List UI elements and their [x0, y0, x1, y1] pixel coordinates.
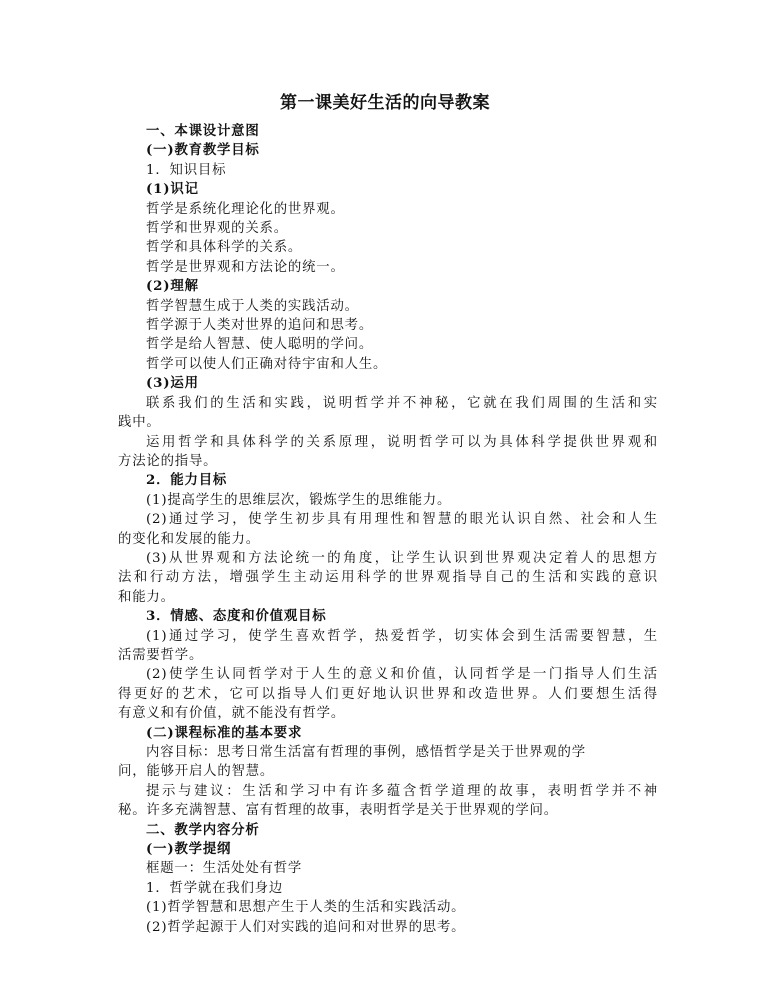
text-line: 1．哲学就在我们身边	[146, 880, 284, 896]
paragraph-line: (2)通过学习，使学生初步具有用理性和智慧的眼光认识自然、社会和人生	[146, 512, 658, 528]
paragraph-line: 秘。许多充满智慧、富有哲理的故事，表明哲学是关于世界观的学问。	[118, 803, 558, 819]
text-line: 哲学是系统化理论化的世界观。	[146, 201, 345, 217]
document-title: 第一课美好生活的向导教案	[280, 93, 490, 113]
paragraph-line: 法和行动方法，增强学生主动运用科学的世界观指导自己的生活和实践的意识	[118, 570, 658, 586]
text-line: (1)哲学智慧和思想产生于人类的生活和实践活动。	[146, 900, 466, 916]
text-line: 哲学源于人类对世界的追问和思考。	[146, 318, 374, 334]
paragraph-line: 联系我们的生活和实践，说明哲学并不神秘，它就在我们周围的生活和实	[146, 395, 658, 411]
paragraph-line: 方法论的指导。	[118, 453, 218, 469]
text-line: 框题一：生活处处有哲学	[146, 861, 303, 877]
subsection-heading: (二)课程标准的基本要求	[146, 724, 303, 741]
text-line: 哲学和世界观的关系。	[146, 221, 288, 237]
text-line: 哲学智慧生成于人类的实践活动。	[146, 298, 359, 314]
paragraph-line: 问，能够开启人的智慧。	[118, 764, 275, 780]
paragraph-line: 提示与建议：生活和学习中有许多蕴含哲学道理的故事，表明哲学并不神	[146, 783, 658, 799]
paragraph-line: 内容目标：思考日常生活富有哲理的事例，感悟哲学是关于世界观的学	[146, 745, 586, 760]
item-heading: (3)运用	[146, 375, 199, 392]
objective-heading: 1．知识目标	[146, 162, 227, 178]
paragraph-line: 的变化和发展的能力。	[118, 531, 260, 547]
text-line: 哲学是给人智慧、使人聪明的学问。	[146, 337, 374, 353]
paragraph-line: 践中。	[118, 415, 161, 431]
section-heading: 二、教学内容分析	[146, 821, 260, 838]
text-line: 哲学可以使人们正确对待宇宙和人生。	[146, 356, 388, 372]
text-line: 哲学和具体科学的关系。	[146, 240, 303, 256]
paragraph-line: (2)使学生认同哲学对于人生的意义和价值，认同哲学是一门指导人们生活	[146, 667, 658, 683]
section-heading: 一、本课设计意图	[146, 123, 260, 139]
paragraph-line: 运用哲学和具体科学的关系原理，说明哲学可以为具体科学提供世界观和	[146, 434, 658, 450]
text-line: (1)提高学生的思维层次，锻炼学生的思维能力。	[146, 492, 452, 508]
item-heading: (1)识记	[146, 181, 199, 198]
text-line: 哲学是世界观和方法论的统一。	[146, 259, 345, 275]
paragraph-line: (1)通过学习，使学生喜欢哲学，热爱哲学，切实体会到生活需要智慧，生	[146, 628, 658, 644]
paragraph-line: 活需要哲学。	[118, 647, 204, 663]
paragraph-line: (3)从世界观和方法论统一的角度，让学生认识到世界观决定着人的思想方	[146, 550, 658, 566]
item-heading: (2)理解	[146, 278, 199, 295]
document-body	[118, 122, 658, 937]
text-line: (2)哲学起源于人们对实践的追问和对世界的思考。	[146, 919, 466, 935]
subsection-heading: (一)教学提纲	[146, 841, 232, 858]
subsection-heading: (一)教育教学目标	[146, 142, 260, 159]
objective-heading: 3．情感、态度和价值观目标	[146, 608, 327, 625]
paragraph-line: 得更好的艺术，它可以指导人们更好地认识世界和改造世界。人们要想生活得	[118, 686, 658, 702]
paragraph-line: 和能力。	[118, 589, 175, 605]
objective-heading: 2．能力目标	[146, 472, 228, 489]
paragraph-line: 有意义和有价值，就不能没有哲学。	[118, 706, 346, 722]
